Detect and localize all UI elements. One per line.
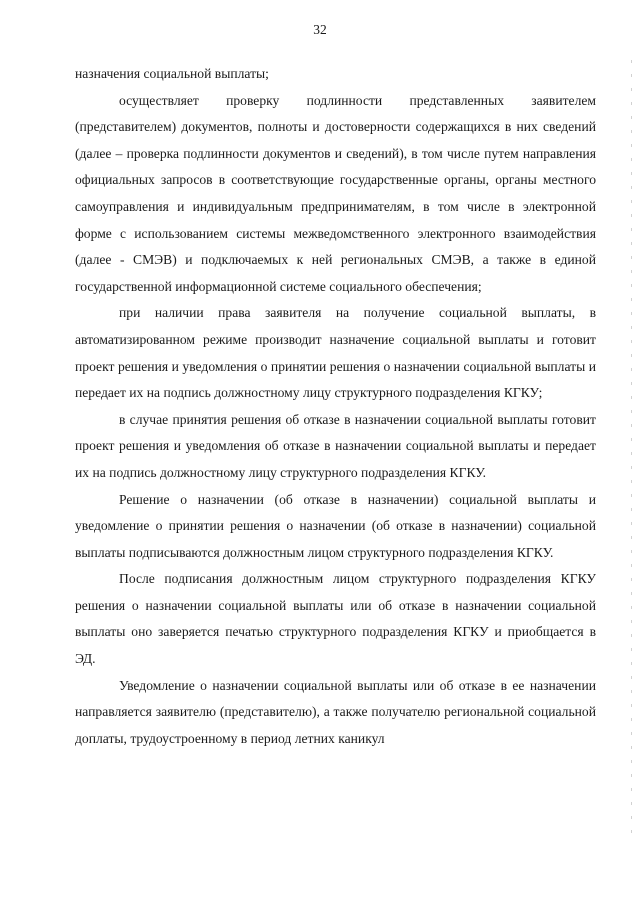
scan-edge-artifact xyxy=(631,60,632,840)
paragraph-automated-assignment: при наличии права заявителя на получение социальной выплаты, в автоматизированном режиме производит назначение социальной выплаты и готовит проект решения и уведомления о принятии решения о назначении социальной выплаты и передает их на подпись должностному лицу структурного подразделения КГКУ; xyxy=(75,305,596,401)
paragraph-seal-certification: После подписания должностным лицом структурного подразделения КГКУ решения о назначении социальной выплаты или об отказе в назначении социальной выплаты оно заверяется печатью структурного подразделения КГКУ и приобщается в ЭД. xyxy=(75,571,596,667)
paragraph-decision-signing: Решение о назначении (об отказе в назначении) социальной выплаты и уведомление о принятии решения о назначении (об отказе в назначении) социальной выплаты подписываются должностным лицом структурного подразделения КГКУ. xyxy=(75,491,596,560)
paragraph-verification: осуществляет проверку подлинности представленных заявителем (представителем) документов, полноты и достоверности содержащихся в них сведений (далее – проверка подлинности документов и сведений), в том числе путем направления официальных запросов в соответствующие государственные органы, органы местного самоуправления и индивидуальным предпринимателям, в том числе в электронной форме с использованием системы межведомственного электронного взаимодействия (далее - СМЭВ) и подключаемых к ней региональных СМЭВ, а также в единой государственной информационной системе социального обеспечения; xyxy=(75,92,596,294)
paragraph-continuation: назначения социальной выплаты; xyxy=(75,66,269,81)
page-number: 32 xyxy=(313,22,327,37)
paragraph-refusal-draft: в случае принятия решения об отказе в назначении социальной выплаты готовит проект решения и уведомления об отказе в назначении социальной выплаты и передает их на подпись должностному лицу структурного подразделения КГКУ. xyxy=(75,411,596,480)
paragraph-notification: Уведомление о назначении социальной выплаты или об отказе в ее назначении направляется заявителю (представителю), а также получателю региональной социальной доплаты, трудоустроенному в период летних каникул xyxy=(75,677,596,746)
document-body xyxy=(75,61,596,752)
